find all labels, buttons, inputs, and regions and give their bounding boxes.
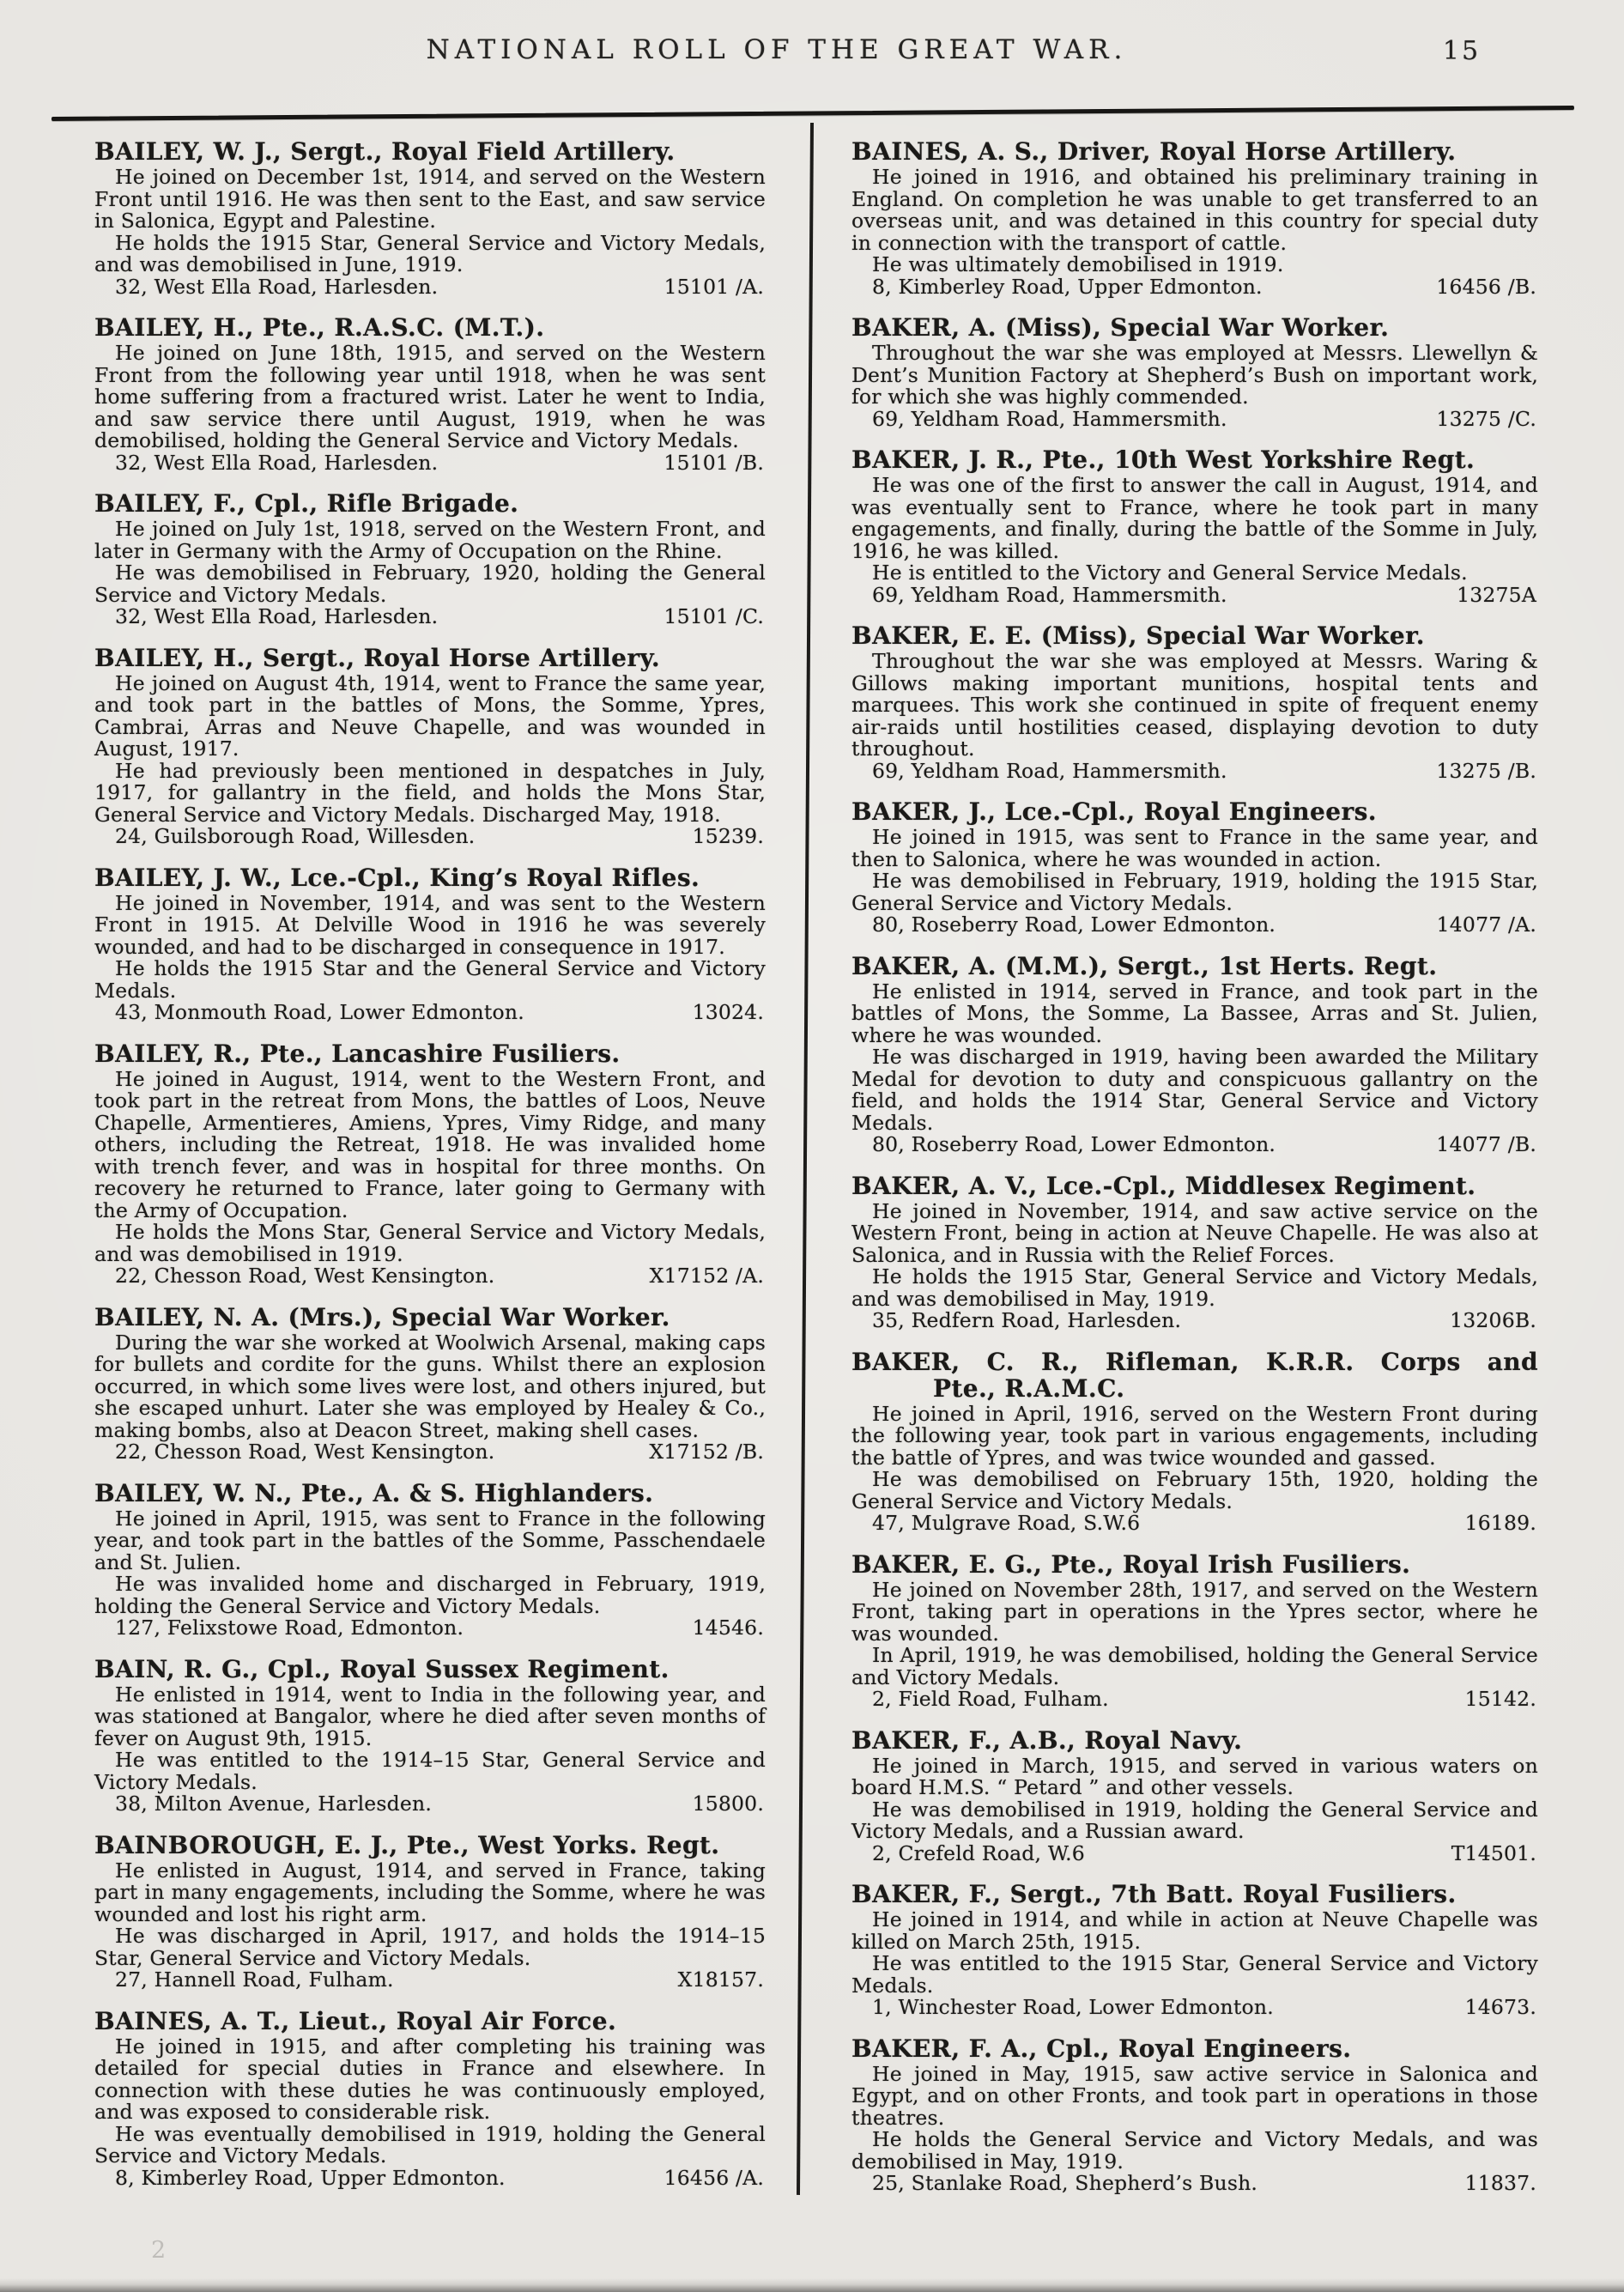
entry bbox=[851, 953, 1538, 1156]
entry bbox=[851, 1173, 1538, 1332]
entry bbox=[94, 314, 766, 474]
entry-paragraph: He was discharged in April, 1917, and holds the 1914–15 Star, General Service and Victory Medals. bbox=[94, 1924, 766, 1970]
entry-heading bbox=[851, 138, 1538, 165]
entry bbox=[94, 490, 766, 628]
entry-ref: 15239. bbox=[692, 824, 764, 848]
entry-ref: X17152 /B. bbox=[649, 1440, 764, 1464]
entry-heading-line1: BAINES, A. S., Driver, Royal Horse Artillery. bbox=[851, 137, 1457, 166]
entry-address-line bbox=[851, 1689, 1538, 1711]
entry-paragraphs bbox=[851, 475, 1538, 585]
entry-paragraph: During the war she worked at Woolwich Arsenal, making caps for bullets and cordite for the guns. Whilst there an explosion occurred, in which some lives were lost, and others injured, but she escaped unhurt. Later she was employed by Healey & Co., making bombs, also at Deacon Street, making shell cases. bbox=[94, 1330, 766, 1442]
entry-address: 69, Yeldham Road, Hammersmith. bbox=[872, 406, 1227, 431]
entry-paragraph: He was demobilised in 1919, holding the General Service and Victory Medals, and a Russian award. bbox=[851, 1797, 1538, 1843]
entry-ref: 14546. bbox=[692, 1616, 764, 1640]
entry bbox=[94, 645, 766, 848]
entry bbox=[851, 798, 1538, 937]
entry-paragraphs bbox=[851, 1909, 1538, 1997]
entry-paragraphs bbox=[851, 1577, 1538, 1689]
entry-paragraph: He joined on August 4th, 1914, went to France the same year, and took part in the battles of Mons, the Somme, Ypres, Cambrai, Arras and Neuve Chapelle, and was wounded in August, 1917. bbox=[94, 670, 766, 761]
entry-address: 24, Guilsborough Road, Willesden. bbox=[115, 824, 476, 848]
entry-ref: 15101 /C. bbox=[664, 604, 764, 628]
entry bbox=[94, 2008, 766, 2190]
entry-paragraph: He joined in April, 1915, was sent to France in the following year, and took part in the battles of the Somme, Passchendaele and St. Julien. bbox=[94, 1506, 766, 1574]
entry-paragraphs bbox=[94, 670, 766, 827]
entry-heading-line1: BAKER, A. V., Lce.-Cpl., Middlesex Regiment. bbox=[851, 1171, 1476, 1200]
entry-paragraph: He joined on November 28th, 1917, and served on the Western Front, taking part in operations in the Ypres sector, where he was wounded. bbox=[851, 1577, 1538, 1646]
entry bbox=[851, 314, 1538, 430]
entry-heading bbox=[94, 490, 766, 517]
entry-paragraph: He joined in November, 1914, and saw active service on the Western Front, being in action at Neuve Chapelle. He was also at Salonica, and in Russia with the Relief Forces. bbox=[851, 1198, 1538, 1267]
entry-paragraphs bbox=[851, 1755, 1538, 1843]
entry-heading bbox=[851, 1349, 1538, 1402]
entry-ref: 14077 /B. bbox=[1436, 1132, 1536, 1156]
entry-ref: 14077 /A. bbox=[1436, 913, 1536, 937]
entry bbox=[851, 1349, 1538, 1535]
entry-paragraph: He enlisted in August, 1914, and served in France, taking part in many engagements, including the Somme, where he was wounded and lost his right arm. bbox=[94, 1858, 766, 1926]
entry-ref: 13275 /B. bbox=[1436, 758, 1536, 783]
entry-address-line bbox=[851, 758, 1538, 783]
entry-address: 22, Chesson Road, West Kensington. bbox=[115, 1440, 495, 1464]
entry-paragraph: He joined in 1916, and obtained his preliminary training in England. On completion he was unable to get transferred to an overseas unit, and was detained in this country for special duty in connection with the transport of cattle. bbox=[851, 165, 1538, 255]
entry-heading bbox=[851, 314, 1538, 341]
entry-heading bbox=[94, 1656, 766, 1683]
entry-address-line bbox=[851, 1134, 1538, 1156]
entry-heading bbox=[851, 798, 1538, 825]
entry-heading-line1: BAKER, E. E. (Miss), Special War Worker. bbox=[851, 622, 1425, 650]
entry-paragraph: Throughout the war she was employed at Messrs. Waring & Gillows making important munitions, hospital tents and marquees. This work she continued in spite of frequent enemy air-raids until hostilities ceased, displaying devotion to duty throughout. bbox=[851, 649, 1538, 761]
entry-paragraphs bbox=[94, 1860, 766, 1970]
entry-ref: 15101 /B. bbox=[664, 450, 764, 475]
entry-address: 69, Yeldham Road, Hammersmith. bbox=[872, 582, 1227, 607]
entry-paragraph: He was eventually demobilised in 1919, holding the General Service and Victory Medals. bbox=[94, 2121, 766, 2168]
entry-ref: 13206B. bbox=[1450, 1308, 1536, 1332]
entry-paragraph: He holds the 1915 Star, General Service and Victory Medals, and was demobilised in June, 1919. bbox=[94, 230, 766, 276]
entry-ref: 16189. bbox=[1464, 1511, 1536, 1535]
entry-heading-line1: BAKER, F., A.B., Royal Navy. bbox=[851, 1725, 1243, 1755]
entry-address-line bbox=[851, 276, 1538, 299]
page-number: 15 bbox=[1442, 36, 1482, 66]
entry-heading-line2: Pte., R.A.M.C. bbox=[933, 1373, 1125, 1403]
entry-address: 32, West Ella Road, Harlesden. bbox=[115, 604, 439, 628]
entry-ref: 14673. bbox=[1464, 1995, 1536, 2019]
entry-heading bbox=[94, 1832, 766, 1858]
entry-heading bbox=[94, 2008, 766, 2034]
entry-heading bbox=[94, 314, 766, 341]
entry-paragraph: He was demobilised in February, 1920, holding the General Service and Victory Medals. bbox=[94, 561, 766, 607]
entry bbox=[94, 1304, 766, 1464]
entry-heading-line1: BAILEY, H., Sergt., Royal Horse Artillery. bbox=[94, 643, 661, 672]
entry-paragraph: He joined in April, 1916, served on the Western Front during the following year, took part in various engagements, including the battle of Ypres, and was twice wounded and gassed. bbox=[851, 1401, 1538, 1470]
page-title: NATIONAL ROLL OF THE GREAT WAR. bbox=[426, 34, 1128, 65]
entry-paragraph: He was discharged in 1919, having been awarded the Military Medal for devotion to duty and conspicuous gallantry on the field, and holds the 1914 Star, General Service and Victory Medals. bbox=[851, 1045, 1538, 1135]
entry-paragraphs bbox=[851, 1401, 1538, 1513]
entry-ref: 13275A bbox=[1457, 582, 1536, 607]
entry-paragraph: He joined in 1915, was sent to France in the same year, and then to Salonica, where he was wounded in action. bbox=[851, 825, 1538, 871]
entry-address-line bbox=[94, 276, 766, 299]
entry-address: 2, Field Road, Fulham. bbox=[872, 1687, 1109, 1711]
entry-paragraph: He was invalided home and discharged in February, 1919, holding the General Service and Victory Medals. bbox=[94, 1572, 766, 1618]
entry-paragraphs bbox=[851, 827, 1538, 914]
entry-heading bbox=[94, 864, 766, 891]
footer-signature-mark: 2 bbox=[151, 2237, 167, 2264]
entry-address: 8, Kimberley Road, Upper Edmonton. bbox=[872, 274, 1263, 299]
entry-paragraph: He was ultimately demobilised in 1919. bbox=[872, 252, 1284, 276]
entry-heading-line1: BAKER, E. G., Pte., Royal Irish Fusiliers. bbox=[851, 1549, 1411, 1579]
entry-ref: 15101 /A. bbox=[664, 274, 764, 299]
entry-address: 32, West Ella Road, Harlesden. bbox=[115, 274, 439, 299]
entry-paragraphs bbox=[94, 1332, 766, 1442]
entry-paragraph: He joined on December 1st, 1914, and served on the Western Front until 1916. He was then sent to the East, and saw service in Salonica, Egypt and Palestine. bbox=[94, 165, 766, 233]
entry bbox=[851, 138, 1538, 298]
entry-address: 22, Chesson Road, West Kensington. bbox=[115, 1264, 495, 1288]
entry-heading-line1: BAILEY, J. W., Lce.-Cpl., King’s Royal Rifles. bbox=[94, 863, 700, 892]
entry-address: 80, Roseberry Road, Lower Edmonton. bbox=[872, 913, 1276, 937]
entry-ref: 16456 /A. bbox=[664, 2165, 764, 2190]
entry-address: 25, Stanlake Road, Shepherd’s Bush. bbox=[872, 2171, 1258, 2195]
entry-paragraph: He joined in August, 1914, went to the Western Front, and took part in the retreat from Mons, the battles of Loos, Neuve Chapelle, Armentieres, Amiens, Ypres, Vimy Ridge, and many others, including the Retreat, 1918. He was invalided home with trench fever, and was in hospital for three months. On recovery he returned to France, later going to Germany with the Army of Occupation. bbox=[94, 1066, 766, 1222]
entry-heading-line1: BAKER, J. R., Pte., 10th West Yorkshire Regt. bbox=[851, 446, 1476, 474]
entry-address-line bbox=[851, 1310, 1538, 1332]
entry-ref: 16456 /B. bbox=[1436, 274, 1536, 299]
entry-paragraph: He joined in November, 1914, and was sent to the Western Front in 1915. At Delville Wood in 1916 he was severely wounded, and had to be discharged in consequence in 1917. bbox=[94, 890, 766, 959]
entry bbox=[851, 622, 1538, 782]
entry-address-line bbox=[94, 452, 766, 475]
entry-paragraph: He enlisted in 1914, served in France, and took part in the battles of Mons, the Somme, La Bassee, Arras and St. Julien, where he was wounded. bbox=[851, 979, 1538, 1047]
entry-address: 38, Milton Avenue, Harlesden. bbox=[115, 1792, 433, 1816]
entry-heading-line1: BAKER, C. R., Rifleman, K.R.R. Corps and bbox=[851, 1347, 1538, 1376]
entry-heading bbox=[94, 645, 766, 671]
entry-heading-line1: BAILEY, H., Pte., R.A.S.C. (M.T.). bbox=[94, 313, 545, 342]
entry-paragraphs bbox=[94, 2036, 766, 2168]
entry-address-line bbox=[94, 1617, 766, 1640]
entry-paragraph: He joined in 1915, and after completing his training was detailed for special duties in France and elsewhere. In connection with these duties he was continuously employed, and was exposed to considerable risk. bbox=[94, 2034, 766, 2124]
entry-heading-line1: BAINES, A. T., Lieut., Royal Air Force. bbox=[94, 2006, 617, 2035]
entry-paragraphs bbox=[94, 518, 766, 606]
entry-paragraph: He holds the 1915 Star and the General Service and Victory Medals. bbox=[94, 956, 766, 1003]
entry-paragraph: He was one of the first to answer the call in August, 1914, and was eventually sent to France, where he took part in many engagements, and finally, during the battle of the Somme in July, 1916, he was killed. bbox=[851, 473, 1538, 563]
entry bbox=[94, 864, 766, 1024]
entry-paragraph: He joined on June 18th, 1915, and served on the Western Front from the following year until 1918, when he was sent home suffering from a fractured wrist. Later he went to India, and saw service there until August, 1919, when he was demobilised, holding the General Service and Victory Medals. bbox=[94, 341, 766, 452]
entry-heading-line1: BAILEY, W. J., Sergt., Royal Field Artillery. bbox=[94, 137, 676, 166]
entry-paragraph: He joined in 1914, and while in action at Neuve Chapelle was killed on March 25th, 1915. bbox=[851, 1907, 1538, 1954]
entry-paragraph: He was demobilised in February, 1919, holding the 1915 Star, General Service and Victory Medals. bbox=[851, 869, 1538, 915]
entry-address-line bbox=[851, 2173, 1538, 2195]
entry-ref: X18157. bbox=[677, 1968, 764, 1992]
entry-paragraphs bbox=[851, 981, 1538, 1135]
entry-heading-line1: BAILEY, F., Cpl., Rifle Brigade. bbox=[94, 489, 519, 518]
entry bbox=[851, 1727, 1538, 1865]
entry-heading bbox=[851, 1727, 1538, 1754]
column-left bbox=[94, 138, 766, 2205]
entry-paragraphs bbox=[94, 1508, 766, 1618]
entry-heading-line1: BAKER, A. (M.M.), Sergt., 1st Herts. Regt. bbox=[851, 951, 1438, 980]
entry-paragraphs bbox=[94, 167, 766, 276]
entry-heading-line1: BAILEY, W. N., Pte., A. & S. Highlanders. bbox=[94, 1478, 654, 1507]
entry-heading-line1: BAKER, J., Lce.-Cpl., Royal Engineers. bbox=[851, 797, 1377, 826]
entry-paragraphs bbox=[94, 343, 766, 452]
entry-paragraphs bbox=[94, 1066, 766, 1266]
entry-address: 80, Roseberry Road, Lower Edmonton. bbox=[872, 1132, 1276, 1156]
entry-address-line bbox=[94, 826, 766, 848]
entry-paragraphs bbox=[94, 1684, 766, 1794]
entry-paragraph: He was entitled to the 1914–15 Star, General Service and Victory Medals. bbox=[94, 1748, 766, 1794]
entry-address: 35, Redfern Road, Harlesden. bbox=[872, 1308, 1182, 1332]
entry-paragraphs bbox=[851, 167, 1538, 276]
entry-heading bbox=[94, 1480, 766, 1507]
entry-ref: 15142. bbox=[1464, 1687, 1536, 1711]
entry-address: 27, Hannell Road, Fulham. bbox=[115, 1968, 394, 1992]
entry-heading bbox=[94, 1304, 766, 1331]
entry-address-line bbox=[851, 914, 1538, 937]
entry-paragraph: He joined on July 1st, 1918, served on the Western Front, and later in Germany with the Army of Occupation on the Rhine. bbox=[94, 517, 766, 563]
entry-ref: 13024. bbox=[692, 1000, 764, 1024]
entry bbox=[851, 446, 1538, 606]
entry bbox=[851, 1551, 1538, 1711]
entry-heading bbox=[94, 138, 766, 165]
entry-paragraph: He was entitled to the 1915 Star, General Service and Victory Medals. bbox=[851, 1951, 1538, 1998]
entry-address-line bbox=[94, 1265, 766, 1288]
entry-heading bbox=[851, 1881, 1538, 1907]
entry-address: 47, Mulgrave Road, S.W.6 bbox=[872, 1511, 1141, 1535]
entry bbox=[94, 1480, 766, 1640]
entry bbox=[94, 1656, 766, 1816]
entry-heading bbox=[851, 446, 1538, 473]
entry-address: 32, West Ella Road, Harlesden. bbox=[115, 450, 439, 475]
entry-heading bbox=[851, 622, 1538, 649]
entry bbox=[851, 2035, 1538, 2195]
entry-heading-line1: BAINBOROUGH, E. J., Pte., West Yorks. Regt. bbox=[94, 1830, 720, 1859]
entry bbox=[851, 1881, 1538, 2019]
entry-address-line bbox=[851, 1997, 1538, 2019]
entry-heading-line1: BAIN, R. G., Cpl., Royal Sussex Regiment. bbox=[94, 1654, 670, 1683]
entry-address: 1, Winchester Road, Lower Edmonton. bbox=[872, 1995, 1274, 2019]
entry-heading-line1: BAKER, F., Sergt., 7th Batt. Royal Fusiliers. bbox=[851, 1880, 1457, 1908]
entry-address: 69, Yeldham Road, Hammersmith. bbox=[872, 758, 1227, 783]
entry-paragraph: He joined in May, 1915, saw active service in Salonica and Egypt, and on other Fronts, and took part in operations in those theatres. bbox=[851, 2061, 1538, 2130]
entry-heading-line1: BAKER, A. (Miss), Special War Worker. bbox=[851, 313, 1390, 342]
entry-paragraphs bbox=[851, 2061, 1538, 2174]
header-rule bbox=[52, 106, 1574, 121]
entry-address-line bbox=[94, 1969, 766, 1992]
entry-paragraph: He is entitled to the Victory and General Service Medals. bbox=[872, 561, 1468, 585]
entry-address-line bbox=[851, 582, 1538, 607]
entry-paragraph: He joined in March, 1915, and served in various waters on board H.M.S. “ Petard ” and other vessels. bbox=[851, 1753, 1538, 1799]
entry-paragraph: Throughout the war she was employed at Messrs. Llewellyn & Dent’s Munition Factory at Shepherd’s Bush on important work, for which she was highly commended. bbox=[851, 341, 1538, 409]
entry-heading-line1: BAILEY, N. A. (Mrs.), Special War Worker. bbox=[94, 1302, 670, 1331]
entry-ref: 11837. bbox=[1464, 2171, 1536, 2195]
entry-ref: 13275 /C. bbox=[1436, 406, 1536, 431]
entry-paragraph: He holds the General Service and Victory Medals, and was demobilised in May, 1919. bbox=[851, 2127, 1538, 2174]
entry-paragraphs bbox=[851, 651, 1538, 761]
entry-address-line bbox=[94, 1793, 766, 1816]
entry-address-line bbox=[94, 2165, 766, 2190]
entry-heading-line1: BAILEY, R., Pte., Lancashire Fusiliers. bbox=[94, 1039, 621, 1068]
entry-paragraph: He holds the 1915 Star, General Service and Victory Medals, and was demobilised in May, 1919. bbox=[851, 1264, 1538, 1311]
entry-address-line bbox=[851, 406, 1538, 431]
entry-address: 8, Kimberley Road, Upper Edmonton. bbox=[115, 2165, 506, 2190]
entry-address: 43, Monmouth Road, Lower Edmonton. bbox=[115, 1000, 524, 1024]
column-divider bbox=[797, 123, 814, 2195]
entry-address-line bbox=[94, 1002, 766, 1024]
entry-heading bbox=[851, 953, 1538, 979]
entry-heading bbox=[94, 1040, 766, 1067]
entry-paragraph: He was demobilised on February 15th, 1920, holding the General Service and Victory Medals. bbox=[851, 1467, 1538, 1513]
entry-paragraph: He holds the Mons Star, General Service and Victory Medals, and was demobilised in 1919. bbox=[94, 1220, 766, 1266]
entry-address: 2, Crefeld Road, W.6 bbox=[872, 1840, 1085, 1865]
entry-paragraph: He had previously been mentioned in despatches in July, 1917, for gallantry in the field, and holds the Mons Star, General Service and Victory Medals. Discharged May, 1918. bbox=[94, 758, 766, 827]
entry-paragraphs bbox=[851, 1198, 1538, 1311]
entry bbox=[94, 1832, 766, 1992]
entry-paragraphs bbox=[851, 343, 1538, 409]
entry bbox=[94, 138, 766, 298]
entry-address-line bbox=[94, 1441, 766, 1464]
entry-address: 127, Felixstowe Road, Edmonton. bbox=[115, 1616, 464, 1640]
entry-address-line bbox=[94, 606, 766, 628]
entry-heading bbox=[851, 1551, 1538, 1578]
entry-paragraphs bbox=[94, 890, 766, 1003]
entry-paragraph: In April, 1919, he was demobilised, holding the General Service and Victory Medals. bbox=[851, 1643, 1538, 1689]
entry bbox=[94, 1040, 766, 1288]
entry-heading-line1: BAKER, F. A., Cpl., Royal Engineers. bbox=[851, 2034, 1352, 2063]
entry-paragraph: He enlisted in 1914, went to India in the following year, and was stationed at Bangalor, where he died after seven months of fever on August 9th, 1915. bbox=[94, 1682, 766, 1750]
column-right bbox=[851, 138, 1538, 2211]
entry-heading bbox=[851, 1173, 1538, 1199]
entry-ref: T14501. bbox=[1451, 1840, 1536, 1865]
entry-heading bbox=[851, 2035, 1538, 2062]
entry-address-line bbox=[851, 1840, 1538, 1865]
entry-ref: X17152 /A. bbox=[649, 1264, 764, 1288]
entry-address-line bbox=[851, 1513, 1538, 1535]
entry-ref: 15800. bbox=[692, 1792, 764, 1816]
